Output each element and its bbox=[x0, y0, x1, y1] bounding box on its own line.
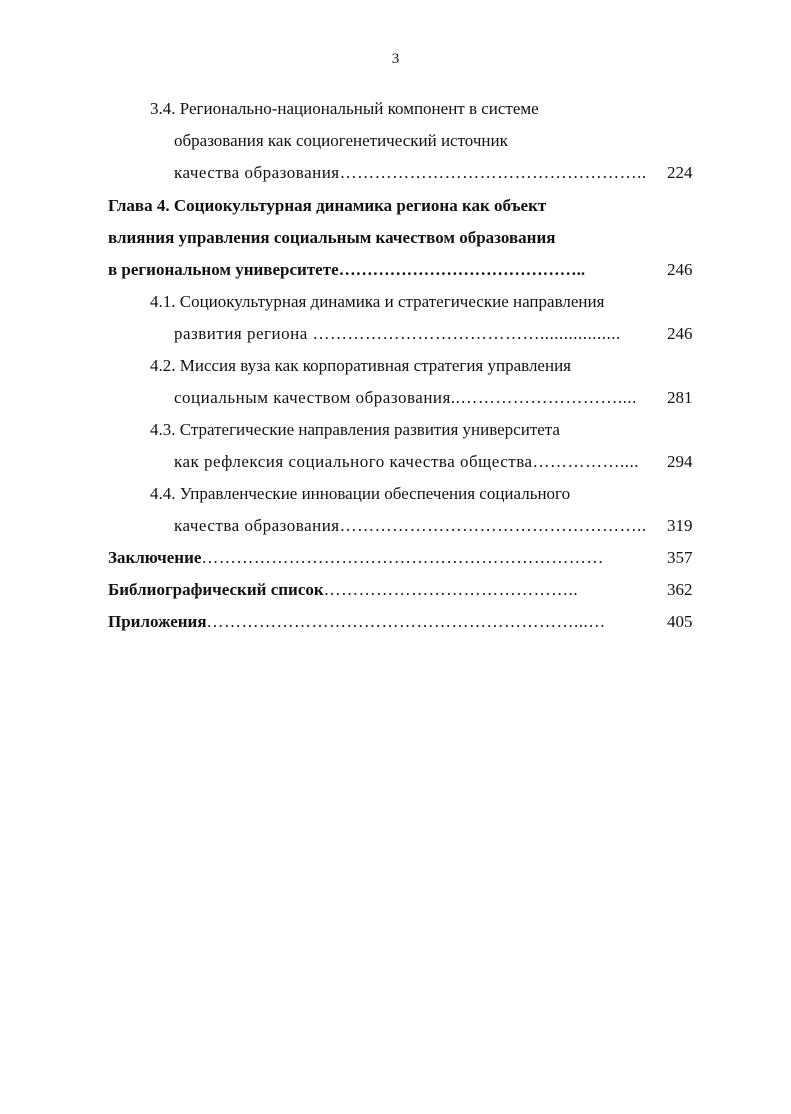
toc-entry-4-3-line1: 4.3. Стратегические направления развития университета bbox=[150, 420, 560, 439]
toc-entry-4-2-line2: социальным качеством образования..……………………….... bbox=[174, 388, 637, 407]
toc-appendices-label: Приложения bbox=[108, 612, 207, 631]
toc-chapter-4-line1: Глава 4. Социокультурная динамика региона как объект bbox=[108, 196, 547, 215]
toc-bibliography-dots: …………………………………….. bbox=[323, 580, 579, 599]
toc-entry-4-2-page: 281 bbox=[667, 388, 693, 407]
toc-entry-4-4-line2: качества образования…………………………………………….. bbox=[174, 516, 647, 535]
toc-entry-4-1-page: 246 bbox=[667, 324, 693, 343]
toc-chapter-4-line2: влияния управления социальным качеством образования bbox=[108, 228, 556, 247]
toc-conclusion-dots: …………………………………………………………… bbox=[201, 548, 604, 567]
toc-entry-3-4-line2: образования как социогенетический источник bbox=[174, 131, 508, 150]
toc-conclusion bbox=[108, 545, 604, 571]
page-number: 3 bbox=[391, 51, 400, 67]
toc-conclusion-label: Заключение bbox=[108, 548, 202, 567]
toc-bibliography bbox=[108, 577, 578, 603]
toc-entry-4-4-page: 319 bbox=[667, 516, 693, 535]
toc-entry-4-3-page: 294 bbox=[667, 452, 693, 471]
toc-entry-4-4-line1: 4.4. Управленческие инновации обеспечения социального bbox=[150, 484, 571, 503]
toc-chapter-4-page: 246 bbox=[667, 260, 693, 279]
toc-appendices-dots: ………………………………………………………...… bbox=[206, 612, 606, 631]
toc-entry-3-4-line1: 3.4. Регионально-национальный компонент в системе bbox=[150, 99, 539, 118]
toc-entry-4-2-line1: 4.2. Миссия вуза как корпоративная стратегия управления bbox=[150, 356, 571, 375]
toc-appendices bbox=[108, 609, 606, 635]
toc-entry-3-4-line3: качества образования…………………………………………….. bbox=[174, 163, 647, 182]
toc-entry-4-3-line2: как рефлексия социального качества общества…………….... bbox=[174, 452, 640, 471]
toc-entry-3-4-page: 224 bbox=[667, 163, 693, 182]
toc-entry-4-1-line1: 4.1. Социокультурная динамика и стратегические направления bbox=[150, 292, 605, 311]
toc-entry-4-1-line2: развития региона …………………………………................. bbox=[174, 324, 621, 343]
toc-chapter-4-line3: в региональном университете…………………………………….. bbox=[108, 260, 586, 279]
toc-bibliography-label: Библиографический список bbox=[108, 580, 324, 599]
toc-conclusion-page: 357 bbox=[667, 548, 693, 567]
toc-bibliography-page: 362 bbox=[667, 580, 693, 599]
toc-appendices-page: 405 bbox=[667, 612, 693, 631]
